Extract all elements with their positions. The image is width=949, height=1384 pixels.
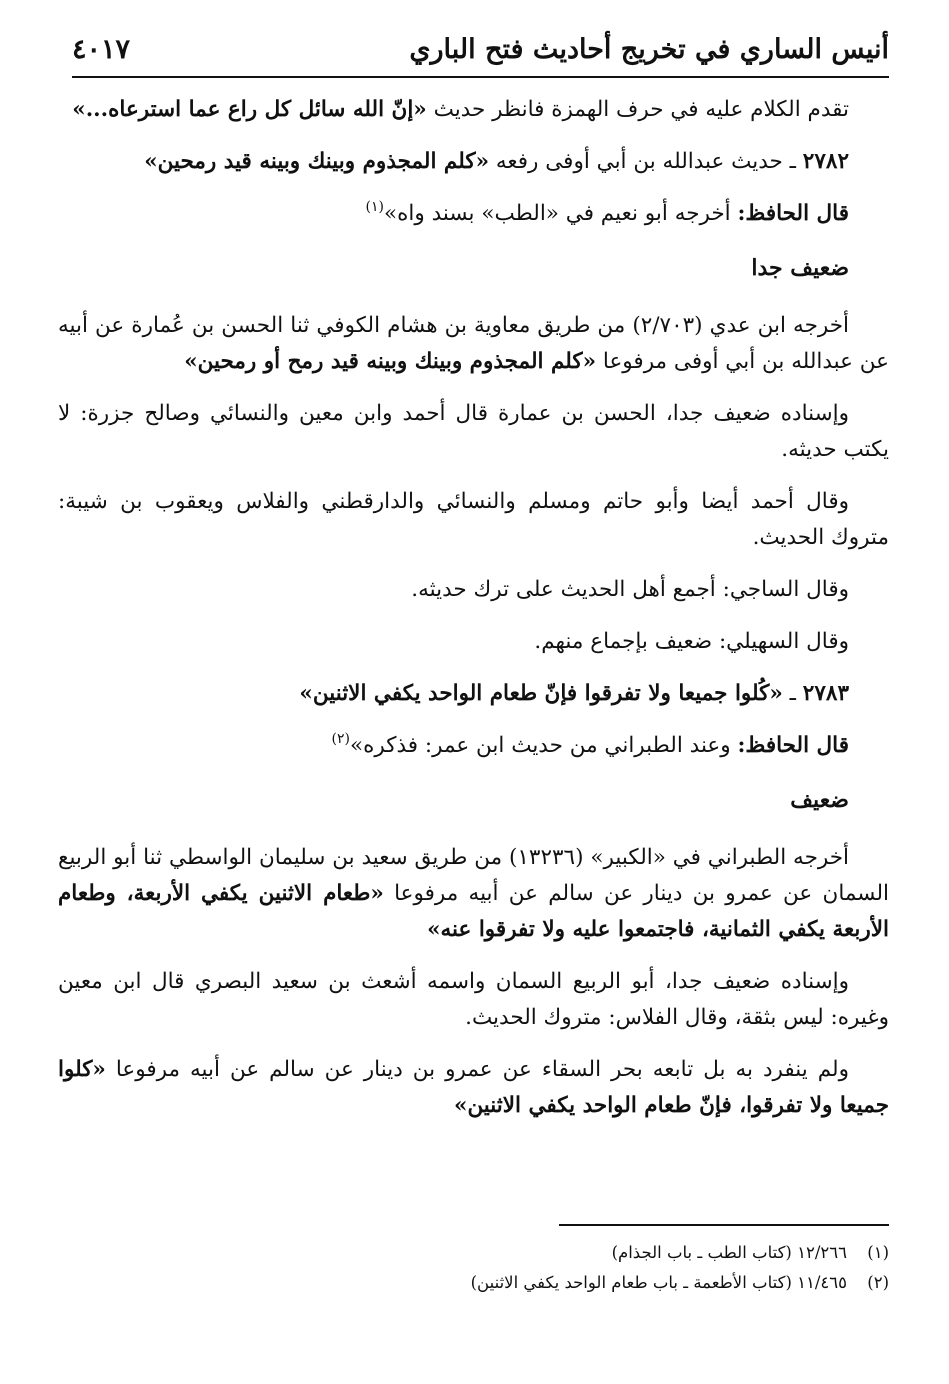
book-title: أنيس الساري في تخريج أحاديث فتح الباري [409, 34, 889, 65]
takhrij-quote: «كلم المجذوم وبينك وبينه قيد رمح أو رمحين» [184, 349, 597, 374]
hafiz-label: قال الحافظ: [737, 733, 849, 758]
critics-paragraph-2782: وقال أحمد أيضا وأبو حاتم ومسلم والنسائي والدارقطني والفلاس ويعقوب بن شيبة: متروك الحديث. [58, 489, 889, 550]
takhrij-text: أخرجه الطبراني في «الكبير» (١٣٢٣٦) من طريق سعيد بن سليمان الواسطي ثنا أبو الربيع السمان عن عمرو بن دينار عن سالم عن أبيه مرفوعا [58, 845, 889, 906]
hadith-2782-heading [58, 144, 889, 180]
verdict-2783: ضعيف [790, 787, 849, 813]
hafiz-text: وعند الطبراني من حديث ابن عمر: فذكره» [349, 733, 738, 758]
hafiz-text: أخرجه أبو نعيم في «الطب» بسند واه» [383, 201, 738, 226]
mutaba-quote: «كلوا جميعا ولا تفرقوا، فإنّ طعام الواحد يكفي الاثنين» [58, 1057, 889, 1118]
hadith-number: ٢٧٨٣ [802, 681, 849, 706]
hadith-quote: «كُلوا جميعا ولا تفرقوا فإنّ طعام الواحد يكفي الاثنين» [299, 681, 783, 706]
footnote-item [29, 1238, 889, 1268]
hadith-text: حديث عبدالله بن أبي أوفى رفعه [489, 149, 783, 174]
takhrij-paragraph-2782 [58, 308, 889, 380]
mutaba-text: ولم ينفرد به بل تابعه بحر السقاء عن عمرو بن دينار عن سالم عن أبيه مرفوعا [105, 1057, 849, 1082]
takhrij-quote: «طعام الاثنين يكفي الأربعة، وطعام الأربعة يكفي الثمانية، فاجتمعوا عليه ولا تفرقوا عنه» [58, 881, 889, 942]
page-number: ٤٠١٧ [72, 34, 131, 65]
footnote-text: ١١/٤٦٥ (كتاب الأطعمة ـ باب طعام الواحد يكفي الاثنين) [470, 1273, 847, 1292]
intro-quote: «إنّ الله سائل كل راع عما استرعاه...» [72, 97, 427, 122]
running-header [72, 30, 889, 78]
intro-text: تقدم الكلام عليه في حرف الهمزة فانظر حديث [426, 97, 849, 122]
saji-paragraph: وقال الساجي: أجمع أهل الحديث على ترك حديثه. [411, 577, 849, 602]
page-body [58, 92, 889, 1140]
hafiz-note-2783 [58, 728, 889, 764]
footnote-ref: (٢) [331, 731, 350, 747]
hadith-2783-heading [58, 676, 889, 712]
footnote-text: ١٢/٢٦٦ (كتاب الطب ـ باب الجذام) [611, 1243, 847, 1262]
takhrij-paragraph-2783 [58, 840, 889, 948]
isnad-paragraph-2782: وإسناده ضعيف جدا، الحسن بن عمارة قال أحمد وابن معين والنسائي وصالح جزرة: لا يكتب حديثه. [58, 401, 889, 462]
hadith-dash: ـ [782, 149, 803, 174]
hadith-quote: «كلم المجذوم وبينك وبينه قيد رمحين» [144, 149, 490, 174]
hadith-dash: ـ [782, 681, 803, 706]
footnote-number: (٢) [867, 1273, 889, 1292]
footnote-list [29, 1238, 889, 1298]
footnote-rule [559, 1224, 889, 1226]
mutaba-paragraph [58, 1052, 889, 1124]
footnote-item [29, 1268, 889, 1298]
suhaili-paragraph: وقال السهيلي: ضعيف بإجماع منهم. [534, 629, 849, 654]
isnad-paragraph-2783: وإسناده ضعيف جدا، أبو الربيع السمان واسمه أشعث بن سعيد البصري قال ابن معين وغيره: ليس بثقة، وقال الفلاس: متروك الحديث. [58, 969, 889, 1030]
verdict-2782: ضعيف جدا [751, 255, 849, 281]
hafiz-note-2782 [58, 196, 889, 232]
takhrij-text: أخرجه ابن عدي (٢/٧٠٣) من طريق معاوية بن هشام الكوفي ثنا الحسن بن عُمارة عن أبيه عن عبدالله بن أبي أوفى مرفوعا [58, 313, 889, 374]
footnote-number: (١) [867, 1243, 889, 1262]
intro-paragraph [58, 92, 889, 128]
footnote-ref: (١) [365, 199, 384, 215]
hafiz-label: قال الحافظ: [737, 201, 849, 226]
hadith-number: ٢٧٨٢ [802, 149, 849, 174]
